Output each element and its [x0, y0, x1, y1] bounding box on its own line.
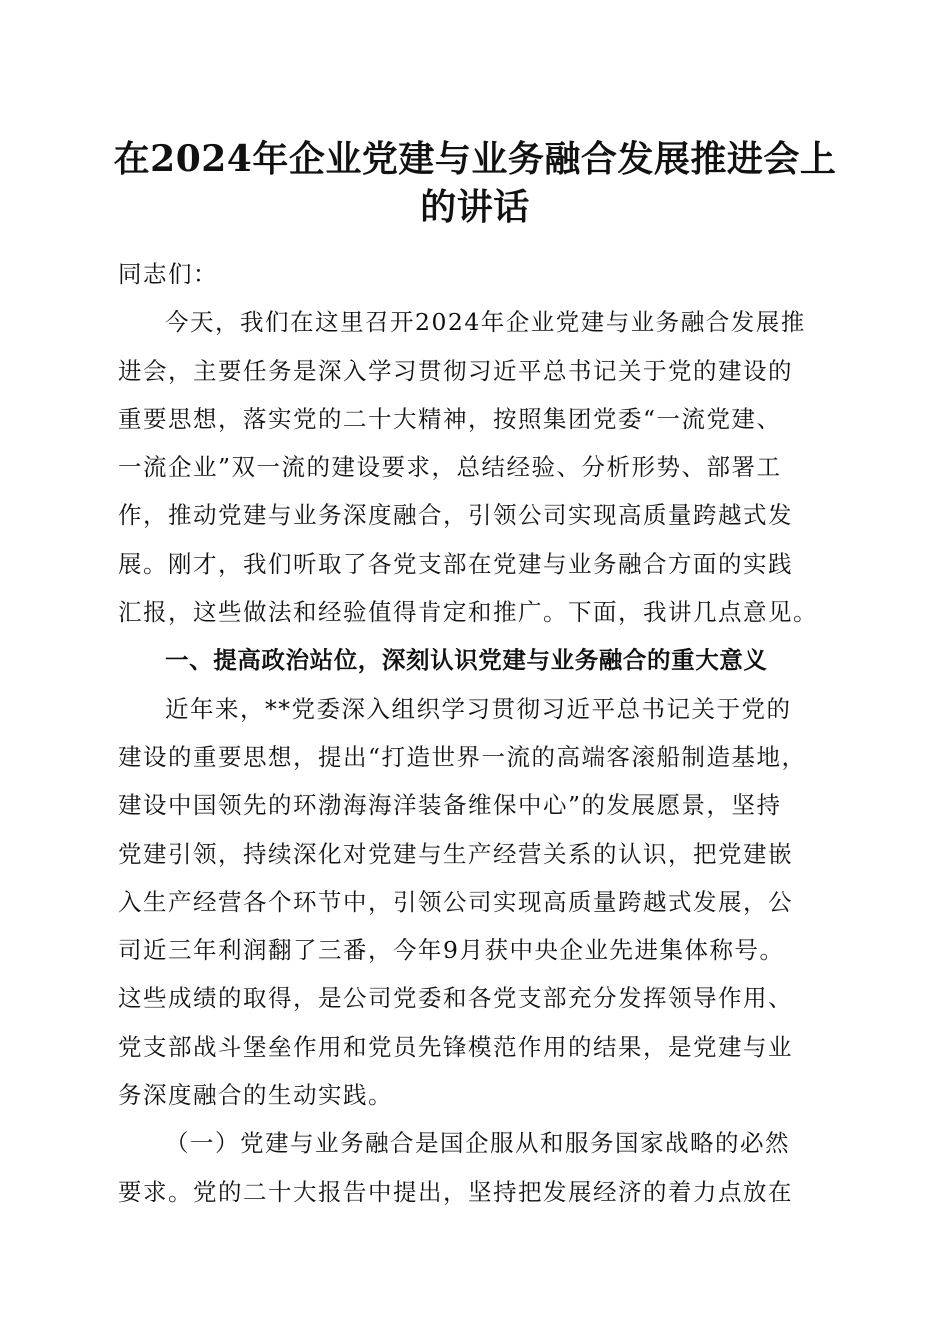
- paragraph-line: （一）党建与业务融合是国企服从和服务国家战略的必然: [165, 1129, 790, 1158]
- paragraph-line: 汇报，这些做法和经验值得肯定和推广。下面，我讲几点意见。: [118, 598, 818, 627]
- paragraph-line: 建设的重要思想，提出“打造世界一流的高端客滚船制造基地，: [118, 742, 807, 771]
- paragraph-line: 要求。党的二十大报告中提出，坚持把发展经济的着力点放在: [118, 1177, 793, 1206]
- paragraph-line: 一流企业”双一流的建设要求，总结经验、分析形势、部署工: [118, 453, 782, 482]
- section-heading-1: 一、提高政治站位，深刻认识党建与业务融合的重大意义: [165, 646, 768, 675]
- paragraph-line: 进会，主要任务是深入学习贯彻习近平总书记关于党的建设的: [118, 356, 793, 385]
- title-line-1: 在2024年企业党建与业务融合发展推进会上: [113, 138, 837, 180]
- paragraph-line: 这些成绩的取得，是公司党委和各党支部充分发挥领导作用、: [118, 984, 793, 1013]
- document-title: [100, 135, 850, 231]
- paragraph-line: 党建引领，持续深化对党建与生产经营关系的认识，把党建嵌: [118, 839, 793, 868]
- title-line-2: 的讲话: [420, 186, 530, 228]
- paragraph-achievements: [118, 685, 832, 1120]
- paragraph-subsection-1: [118, 1119, 832, 1216]
- paragraph-line: 建设中国领先的环渤海海洋装备维保中心”的发展愿景，坚持: [118, 791, 782, 820]
- paragraph-line: 重要思想，落实党的二十大精神，按照集团党委“一流党建、: [118, 404, 782, 433]
- paragraph-line: 今天，我们在这里召开2024年企业党建与业务融合发展推: [165, 308, 806, 337]
- salutation: 同志们：: [118, 260, 218, 288]
- paragraph-line: 展。刚才，我们听取了各党支部在党建与业务融合方面的实践: [118, 549, 793, 578]
- paragraph-line: 近年来，**党委深入组织学习贯彻习近平总书记关于党的: [165, 694, 792, 723]
- paragraph-line: 作，推动党建与业务深度融合，引领公司实现高质量跨越式发: [118, 501, 793, 530]
- document-body: [118, 250, 832, 1216]
- paragraph-line: 党支部战斗堡垒作用和党员先锋模范作用的结果，是党建与业: [118, 1032, 793, 1061]
- paragraph-line: 入生产经营各个环节中，引领公司实现高质量跨越式发展，公: [118, 887, 793, 916]
- paragraph-opening: [118, 298, 832, 636]
- paragraph-line: 务深度融合的生动实践。: [118, 1081, 393, 1110]
- paragraph-line: 司近三年利润翻了三番，今年9月获中央企业先进集体称号。: [118, 936, 785, 965]
